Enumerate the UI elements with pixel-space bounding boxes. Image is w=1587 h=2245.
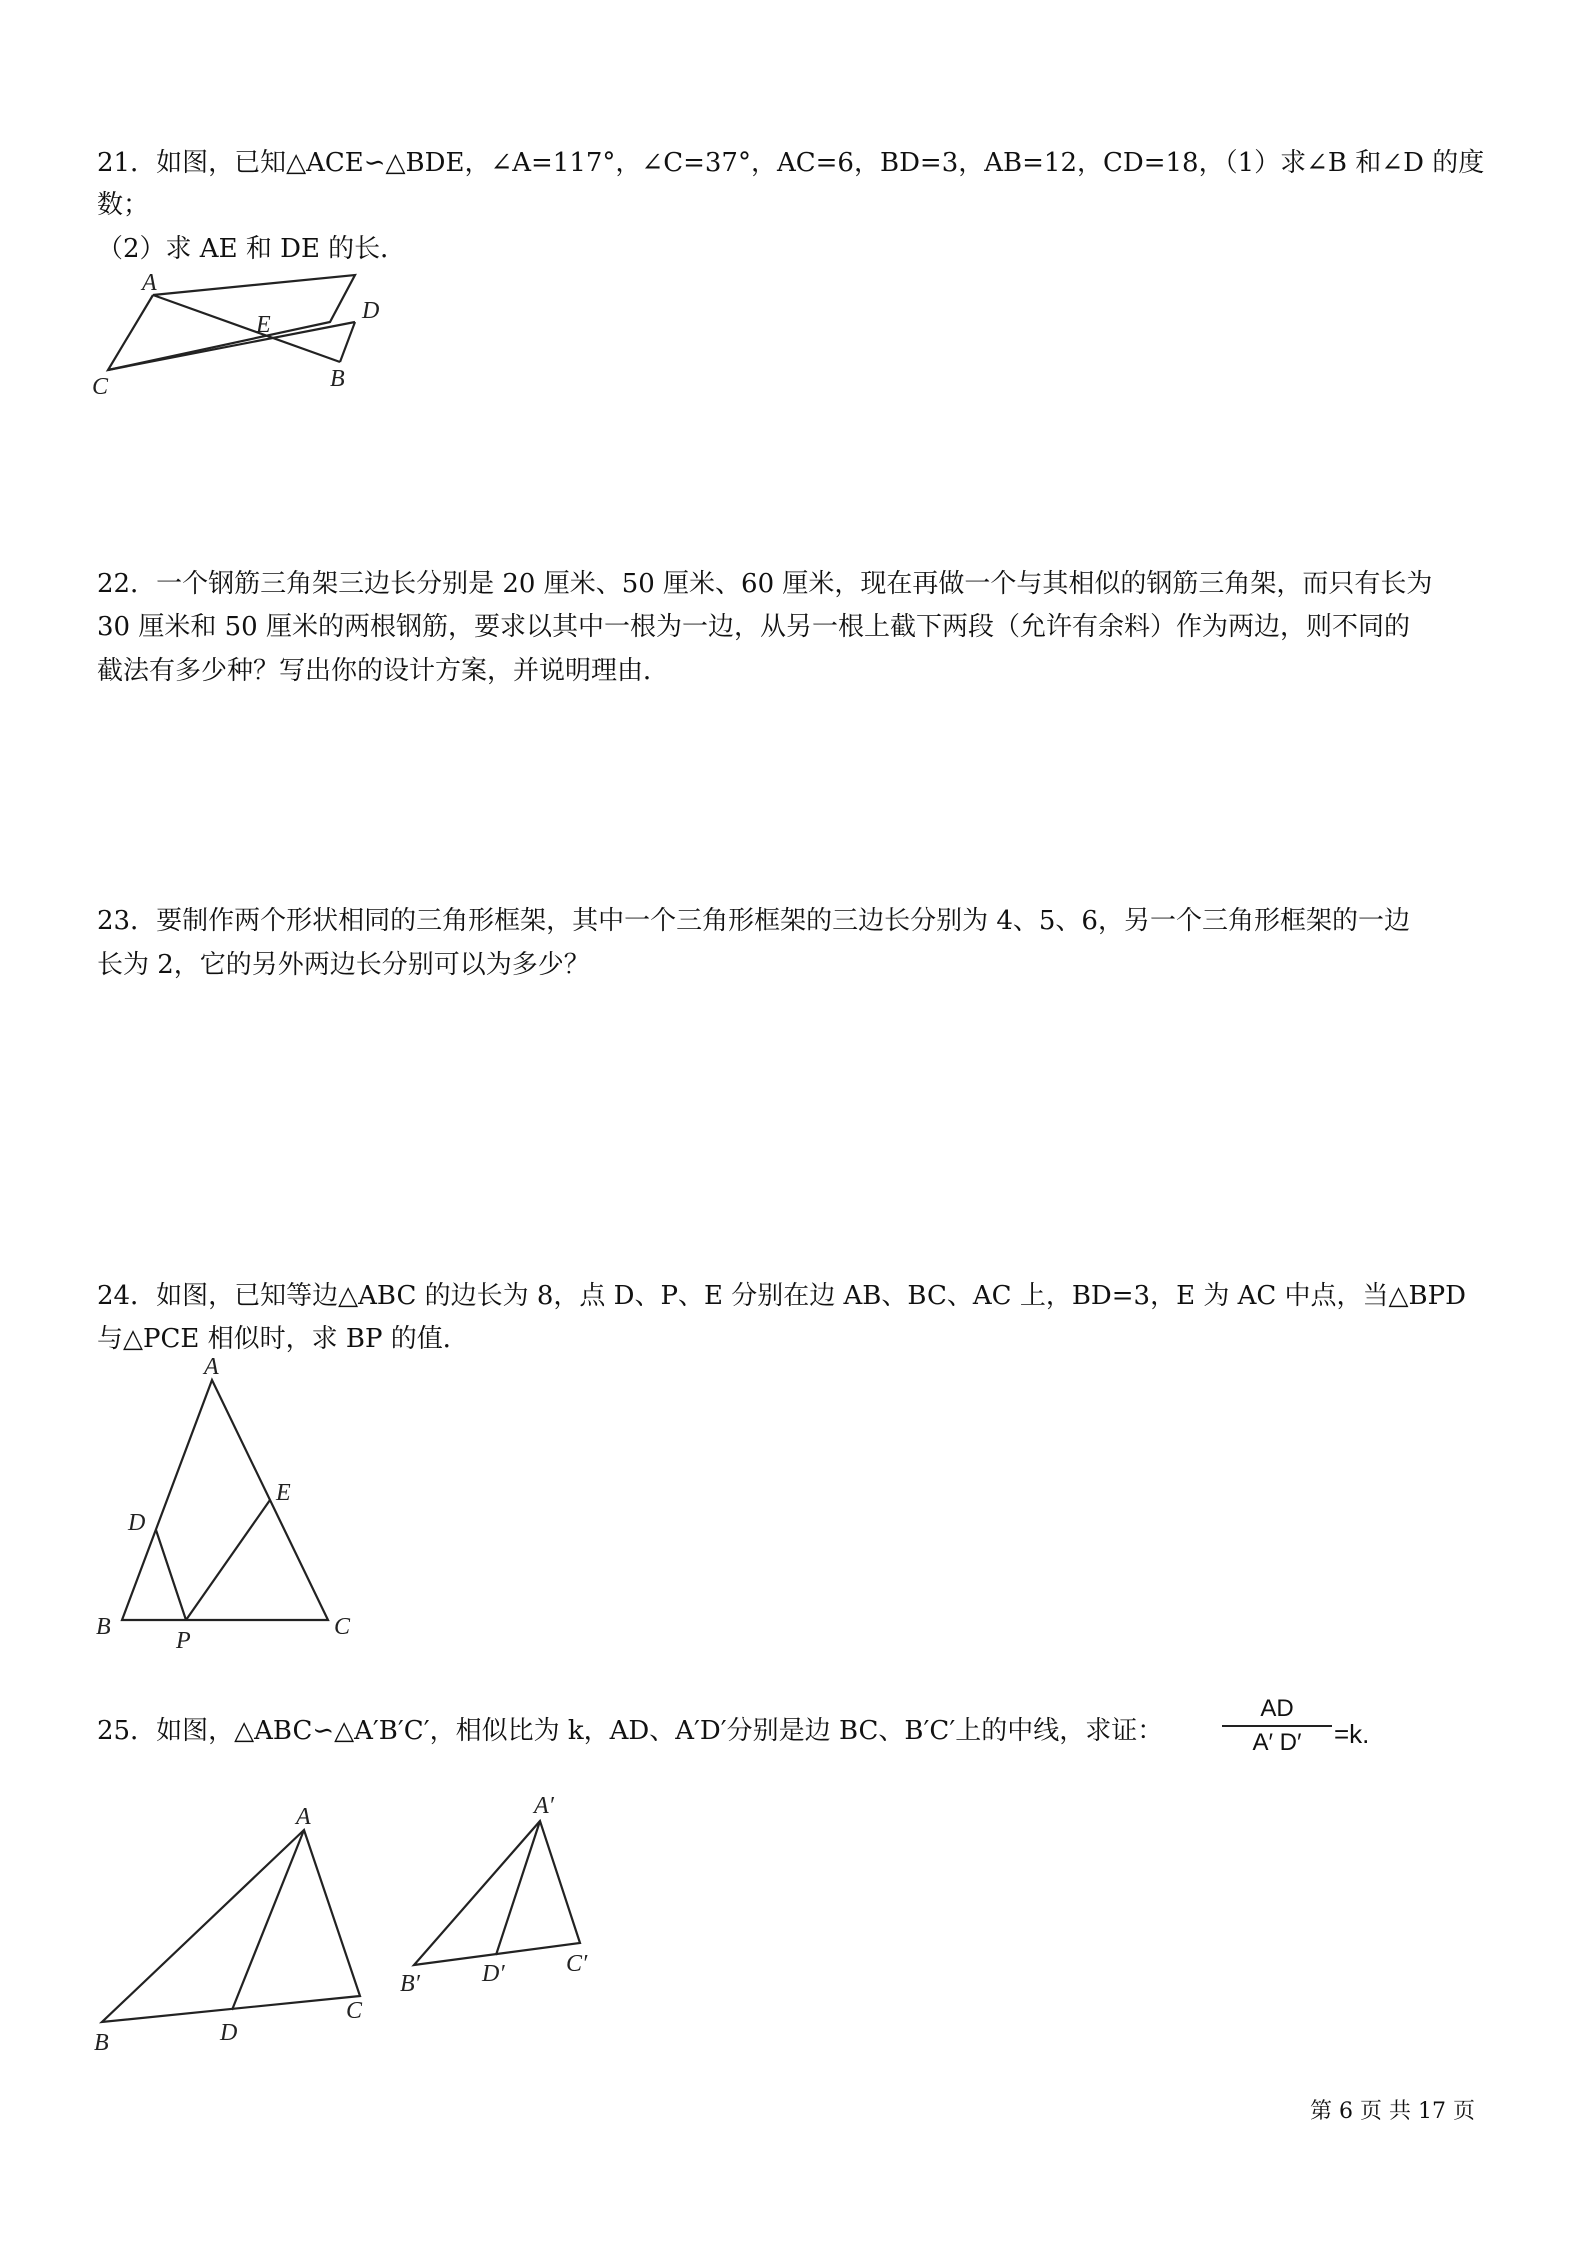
q25-fraction-tail: =k. [1334,1719,1370,1749]
q23-line-1: 23．要制作两个形状相同的三角形框架，其中一个三角形框架的三边长分别为 4、5、6，另一个三角形框架的一边 [97,906,1410,936]
q24-line-1: 24．如图，已知等边△ABC 的边长为 8，点 D、P、E 分别在边 AB、BC、AC 上，BD=3，E 为 AC 中点，当△BPD [97,1281,1466,1311]
q21-edge-ad [153,295,340,362]
q22-line-2: 30 厘米和 50 厘米的两根钢筋，要求以其中一根为一边，从另一根上截下两段（允许有余料）作为两边，则不同的 [97,612,1410,642]
q25-triangle-abc [102,1830,360,2022]
q25-triangle-abc-prime [414,1821,580,1965]
q25-label-c-prime: C′ [566,1951,588,1977]
q24-figure [90,1350,370,1660]
q21-label-c: C [92,374,109,400]
q25-fraction-denominator: A′ D′ [1252,1729,1302,1756]
q25-fraction-numerator: AD [1260,1695,1294,1722]
q24-label-b: B [96,1614,111,1640]
q25-label-d-prime: D′ [482,1961,505,1987]
q21-label-a: A [142,270,157,296]
q24-label-a: A [204,1354,219,1380]
q25-label-d: D [220,2020,238,2046]
page-footer: 第 6 页 共 17 页 [1310,2099,1475,2124]
q25-label-b: B [94,2030,109,2056]
q21-label-b: B [330,366,345,392]
q25-fraction [1222,1695,1332,1757]
q25-figure-small [390,1785,620,1995]
q21-edge-bd [340,322,355,362]
q21-figure [90,270,410,400]
q24-label-e: E [276,1480,291,1506]
q21-label-e: E [256,312,271,338]
q25-median-ad-prime [496,1821,540,1955]
q25-fraction-bar [1222,1725,1332,1727]
q22-line-1: 22．一个钢筋三角架三边长分别是 20 厘米、50 厘米、60 厘米，现在再做一个与其相似的钢筋三角架，而只有长为 [97,569,1433,599]
q24-label-c: C [334,1614,351,1640]
q24-edge-dp [156,1530,186,1620]
q21-edge-cd [108,322,355,370]
q24-edge-pe [186,1500,270,1620]
q24-label-p: P [176,1628,191,1654]
q25-label-b-prime: B′ [400,1971,420,1995]
q25-label-a: A [296,1804,311,1830]
q25-median-ad [232,1830,304,2010]
q23-line-2: 长为 2，它的另外两边长分别可以为多少？ [97,950,590,980]
q25-label-c: C [346,1998,363,2024]
q25-line-1: 25．如图，△ABC∽△A′B′C′，相似比为 k，AD、A′D′分别是边 BC、B′C′上的中线，求证： [97,1716,1164,1746]
q21-line-1: 21．如图，已知△ACE∽△BDE，∠A=117°，∠C=37°，AC=6，BD=3，AB=12，CD=18，（1）求∠B 和∠D 的度 [97,148,1485,178]
q25-label-a-prime: A′ [534,1793,554,1819]
q21-line-2: 数； [97,190,150,220]
q22-line-3: 截法有多少种？写出你的设计方案，并说明理由． [97,656,670,686]
q21-label-d: D [362,298,380,324]
q25-figure-large [90,1800,390,2060]
q24-line-2: 与△PCE 相似时，求 BP 的值． [97,1324,469,1354]
q21-line-3: （2）求 AE 和 DE 的长． [97,234,407,264]
q24-label-d: D [128,1510,146,1536]
q24-triangle-abc [122,1380,328,1620]
